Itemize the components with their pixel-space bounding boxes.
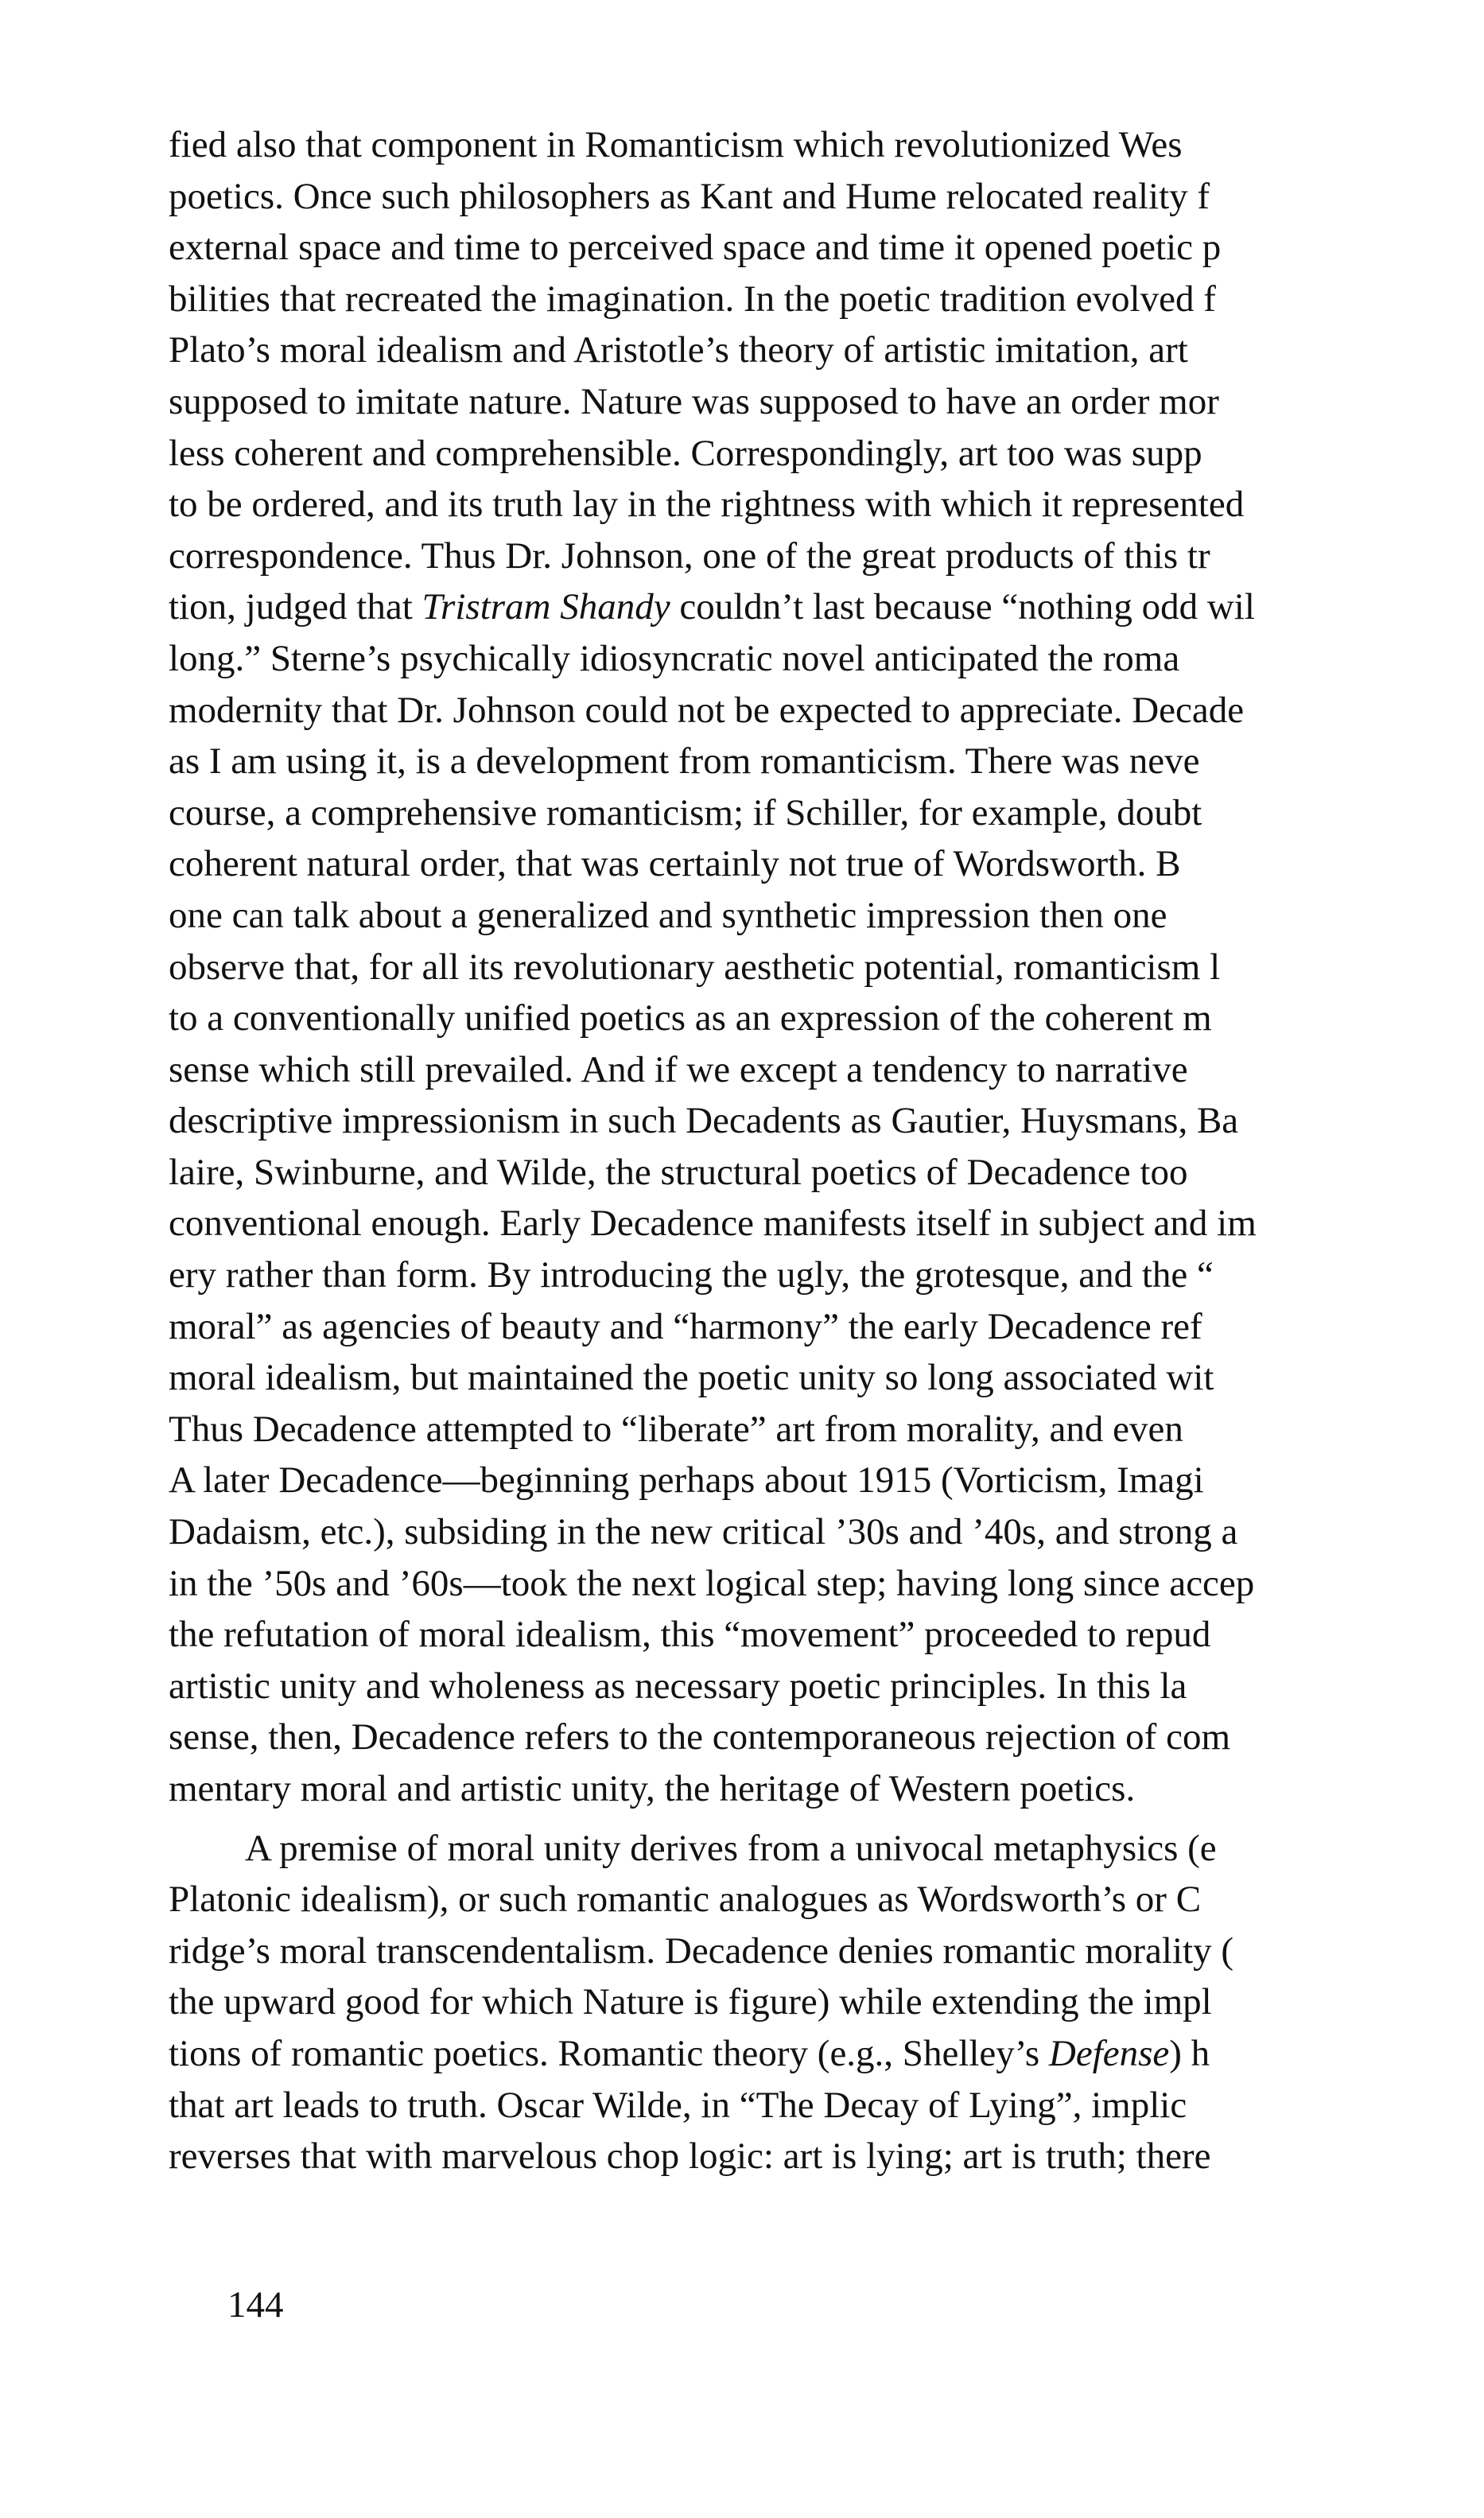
text-line: modernity that Dr. Johnson could not be expected to appreciate. Decade [169, 689, 1245, 731]
text-segment: tions of romantic poetics. Romantic theory (e.g., Shelley’s [169, 2032, 1049, 2074]
text-line: long.” Sterne’s psychically idiosyncratic novel anticipated the roma [169, 637, 1180, 679]
text-line: Dadaism, etc.), subsiding in the new critical ’30s and ’40s, and strong a [169, 1511, 1238, 1553]
text-line: the upward good for which Nature is figure) while extending the impl [169, 1981, 1212, 2023]
text-line: A premise of moral unity derives from a univocal metaphysics (e [245, 1827, 1217, 1869]
text-line: supposed to imitate nature. Nature was supposed to have an order mor [169, 380, 1219, 422]
text-line [169, 581, 1484, 633]
text-line: artistic unity and wholeness as necessary poetic principles. In this la [169, 1665, 1187, 1707]
body-text [169, 119, 1484, 2182]
text-line: one can talk about a generalized and synthetic impression then one [169, 894, 1167, 936]
text-line: to a conventionally unified poetics as an expression of the coherent m [169, 997, 1212, 1039]
text-line: as I am using it, is a development from romanticism. There was neve [169, 740, 1200, 783]
text-line: conventional enough. Early Decadence manifests itself in subject and im [169, 1203, 1257, 1245]
text-line: fied also that component in Romanticism which revolutionized Wes [169, 124, 1183, 165]
text-line: the refutation of moral idealism, this “movement” proceeded to repud [169, 1614, 1211, 1656]
text-segment: couldn’t last because “nothing odd wil [670, 586, 1255, 628]
text-line: Thus Decadence attempted to “liberate” art from morality, and even [169, 1408, 1183, 1450]
text-line: Platonic idealism), or such romantic analogues as Wordsworth’s or C [169, 1879, 1202, 1921]
text-line: observe that, for all its revolutionary aesthetic potential, romanticism l [169, 946, 1221, 988]
text-line: that art leads to truth. Oscar Wilde, in “The Decay of Lying”, implic [169, 2084, 1187, 2126]
text-line: reverses that with marvelous chop logic: art is lying; art is truth; there [169, 2135, 1211, 2178]
text-line: in the ’50s and ’60s—took the next logical step; having long since accep [169, 1562, 1255, 1604]
text-line: correspondence. Thus Dr. Johnson, one of the great products of this tr [169, 534, 1210, 577]
text-segment: ) h [1169, 2032, 1210, 2074]
text-segment: tion, judged that [169, 586, 422, 628]
text-line: poetics. Once such philosophers as Kant and Hume relocated reality f [169, 175, 1210, 217]
text-line: A later Decadence—beginning perhaps about 1915 (Vorticism, Imagi [169, 1459, 1204, 1502]
text-line: external space and time to perceived space and time it opened poetic p [169, 227, 1222, 269]
text-line: Plato’s moral idealism and Aristotle’s theory of artistic imitation, art [169, 329, 1188, 371]
page-number: 144 [227, 2284, 284, 2326]
text-line [169, 2028, 1484, 2080]
text-line: mentary moral and artistic unity, the heritage of Western poetics. [169, 1768, 1136, 1809]
text-line: course, a comprehensive romanticism; if Schiller, for example, doubt [169, 791, 1202, 834]
text-line: descriptive impressionism in such Decadents as Gautier, Huysmans, Ba [169, 1100, 1239, 1142]
text-line: moral idealism, but maintained the poetic unity so long associated wit [169, 1357, 1214, 1399]
work-title-italic: Defense [1048, 2032, 1170, 2074]
book-title-italic: Tristram Shandy [422, 586, 670, 628]
text-line: sense, then, Decadence refers to the contemporaneous rejection of com [169, 1716, 1231, 1758]
text-line: bilities that recreated the imagination. In the poetic tradition evolved f [169, 278, 1216, 320]
text-line: sense which still prevailed. And if we except a tendency to narrative [169, 1048, 1188, 1090]
text-line: laire, Swinburne, and Wilde, the structural poetics of Decadence too [169, 1151, 1188, 1193]
text-line: ery rather than form. By introducing the ugly, the grotesque, and the “ [169, 1254, 1214, 1296]
text-line: moral” as agencies of beauty and “harmony” the early Decadence ref [169, 1305, 1202, 1347]
text-line: less coherent and comprehensible. Correspondingly, art too was supp [169, 432, 1202, 474]
text-line: coherent natural order, that was certainly not true of Wordsworth. B [169, 843, 1181, 885]
text-line: to be ordered, and its truth lay in the rightness with which it represented [169, 484, 1245, 526]
text-line: ridge’s moral transcendentalism. Decadence denies romantic morality ( [169, 1929, 1233, 1972]
